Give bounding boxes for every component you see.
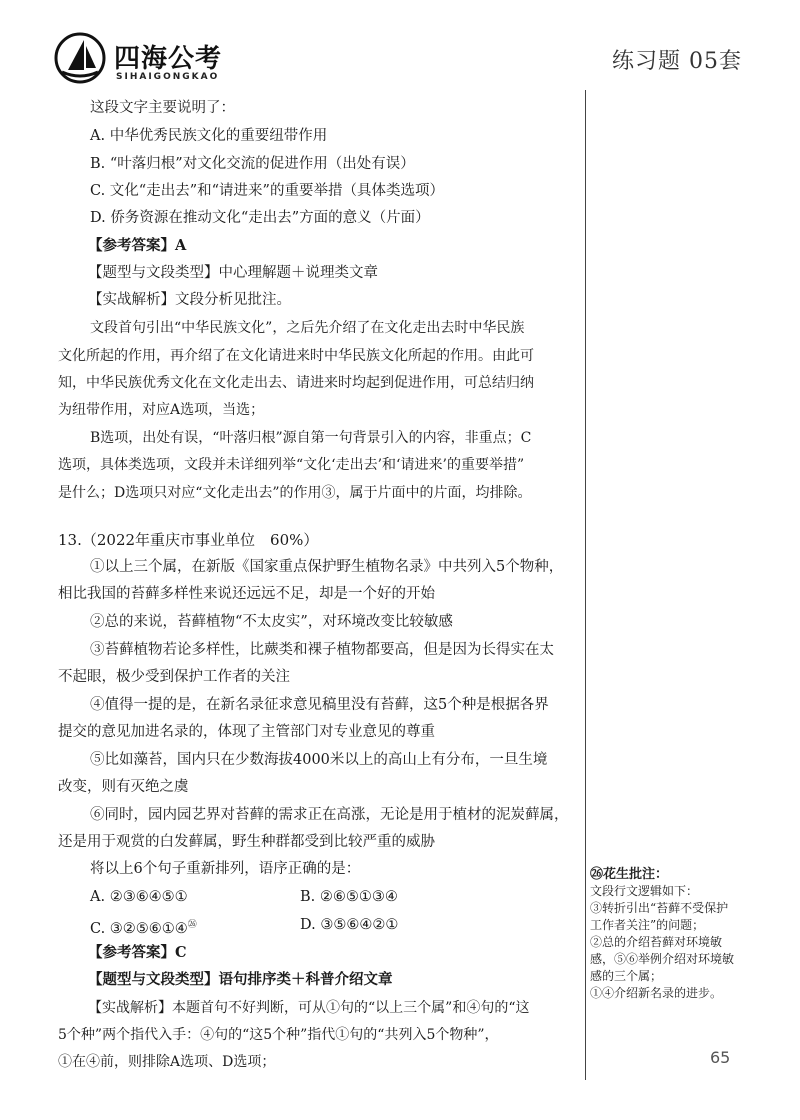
q12-option-a: A. 中华优秀民族文化的重要纽带作用 (90, 128, 328, 144)
margin-annotation (590, 866, 750, 1002)
annotation-line: 工作者关注”的问题； (590, 918, 705, 932)
brand-name: 四海公考 (114, 44, 223, 74)
q12-analysis-head: 【实战解析】文段分析见批注。 (88, 292, 291, 308)
brand-logo (54, 32, 274, 88)
sailboat-logo-icon (54, 32, 106, 84)
q12-analysis-line: 为纽带作用，对应A选项，当选； (58, 402, 265, 418)
q12-type: 【题型与文段类型】中心理解题＋说理类文章 (88, 265, 378, 281)
q13-stem: 将以上6个句子重新排列，语序正确的是： (90, 861, 361, 877)
q13-sentence-line: 相比我国的苔藓多样性来说还远远不足，却是一个好的开始 (58, 586, 435, 602)
column-divider (585, 90, 586, 1080)
annotation-marker: ㉖ (187, 920, 197, 930)
q12-analysis-line: 文段首句引出“中华民族文化”，之后先介绍了在文化走出去时中华民族 (90, 320, 525, 336)
q12-stem: 这段文字主要说明了： (90, 100, 235, 116)
q12-analysis-line: 是什么；D选项只对应“文化走出去”的作用③，属于片面中的片面，均排除。 (58, 485, 532, 501)
annotation-line: 文段行文逻辑如下： (590, 884, 699, 898)
q13-option-d: D. ③⑤⑥④②① (300, 917, 399, 933)
q13-answer: 【参考答案】C (88, 944, 187, 961)
q13-sentence-line: ①以上三个属，在新版《国家重点保护野生植物名录》中共列入5个物种， (90, 559, 564, 575)
q13-option-b: B. ②⑥⑤①③④ (300, 889, 398, 905)
q12-analysis-line: 文化所起的作用，再介绍了在文化请进来时中华民族文化所起的作用。由此可 (58, 348, 534, 364)
q12-analysis-line: B选项，出处有误，“叶落归根”源自第一句背景引入的内容，非重点；C (90, 430, 532, 446)
q13-type: 【题型与文段类型】语句排序类＋科普介绍文章 (88, 971, 393, 988)
q13-sentence-line: ②总的来说，苔藓植物“不太皮实”，对环境改变比较敏感 (90, 614, 453, 630)
q13-analysis-line: 【实战解析】本题首句不好判断，可从①句的“以上三个属”和④句的“这 (88, 1000, 530, 1016)
annotation-line: 感，⑤⑥举例介绍对环境敏 (590, 952, 735, 966)
q13-sentence-line: ③苔藓植物若论多样性，比蕨类和裸子植物都要高，但是因为长得实在太 (90, 642, 554, 658)
q13-sentence-line: 不起眼，极少受到保护工作者的关注 (58, 669, 290, 685)
q13-sentence-line: 提交的意见加进名录的，体现了主管部门对专业意见的尊重 (58, 724, 435, 740)
q13-analysis-line: 5个种”两个指代入手：④句的“这5个种”指代①句的“共列入5个物种”， (58, 1027, 499, 1043)
q13-sentence-line: ⑥同时，园内园艺界对苔藓的需求正在高涨，无论是用于植材的泥炭藓属， (90, 807, 569, 823)
brand-name-pinyin: SIHAIGONGKAO (116, 72, 220, 82)
annotation-line: ①④介绍新名录的进步。 (590, 986, 723, 1000)
q12-answer: 【参考答案】A (88, 237, 187, 254)
q13-option-c (90, 915, 197, 939)
q12-option-d: D. 侨务资源在推动文化“走出去”方面的意义（片面） (90, 210, 430, 226)
q13-option-a: A. ②③⑥④⑤① (90, 889, 188, 905)
page-number: 65 (710, 1048, 731, 1067)
annotation-title: ㉖花生批注： (590, 867, 669, 882)
q13-sentence-line: ④值得一提的是，在新名录征求意见稿里没有苔藓，这5个种是根据各界 (90, 697, 549, 713)
q12-analysis-line: 知，中华民族优秀文化在文化走出去、请进来时均起到促进作用，可总结归纳 (58, 375, 534, 391)
q13-option-c-text: C. ③②⑤⑥①④ (90, 920, 188, 937)
q12-option-b: B. “叶落归根”对文化交流的促进作用（出处有误） (90, 156, 415, 172)
q13-sentence-line: ⑤比如藻苔，国内只在少数海拔4000米以上的高山上有分布，一旦生境 (90, 752, 548, 768)
annotation-line: ③转折引出“苔藓不受保护 (590, 901, 729, 915)
q12-analysis-line: 选项，具体类选项，文段并未详细列举“文化‘走出去’和‘请进来’的重要举措” (58, 457, 525, 473)
q13-sentence-line: 还是用于观赏的白发藓属，野生种群都受到比较严重的威胁 (58, 834, 435, 850)
annotation-line: 感的三个属； (590, 969, 663, 983)
q12-option-c: C. 文化“走出去”和“请进来”的重要举措（具体类选项） (90, 183, 444, 199)
q13-sentence-line: 改变，则有灭绝之虞 (58, 779, 189, 795)
exercise-set-title: 练习题 05套 (612, 49, 742, 74)
annotation-line: ②总的介绍苔藓对环境敏 (590, 935, 723, 949)
q13-analysis-line: ①在④前，则排除A选项、D选项； (58, 1054, 276, 1070)
q13-heading: 13.（2022年重庆市事业单位 60%） (58, 531, 319, 549)
